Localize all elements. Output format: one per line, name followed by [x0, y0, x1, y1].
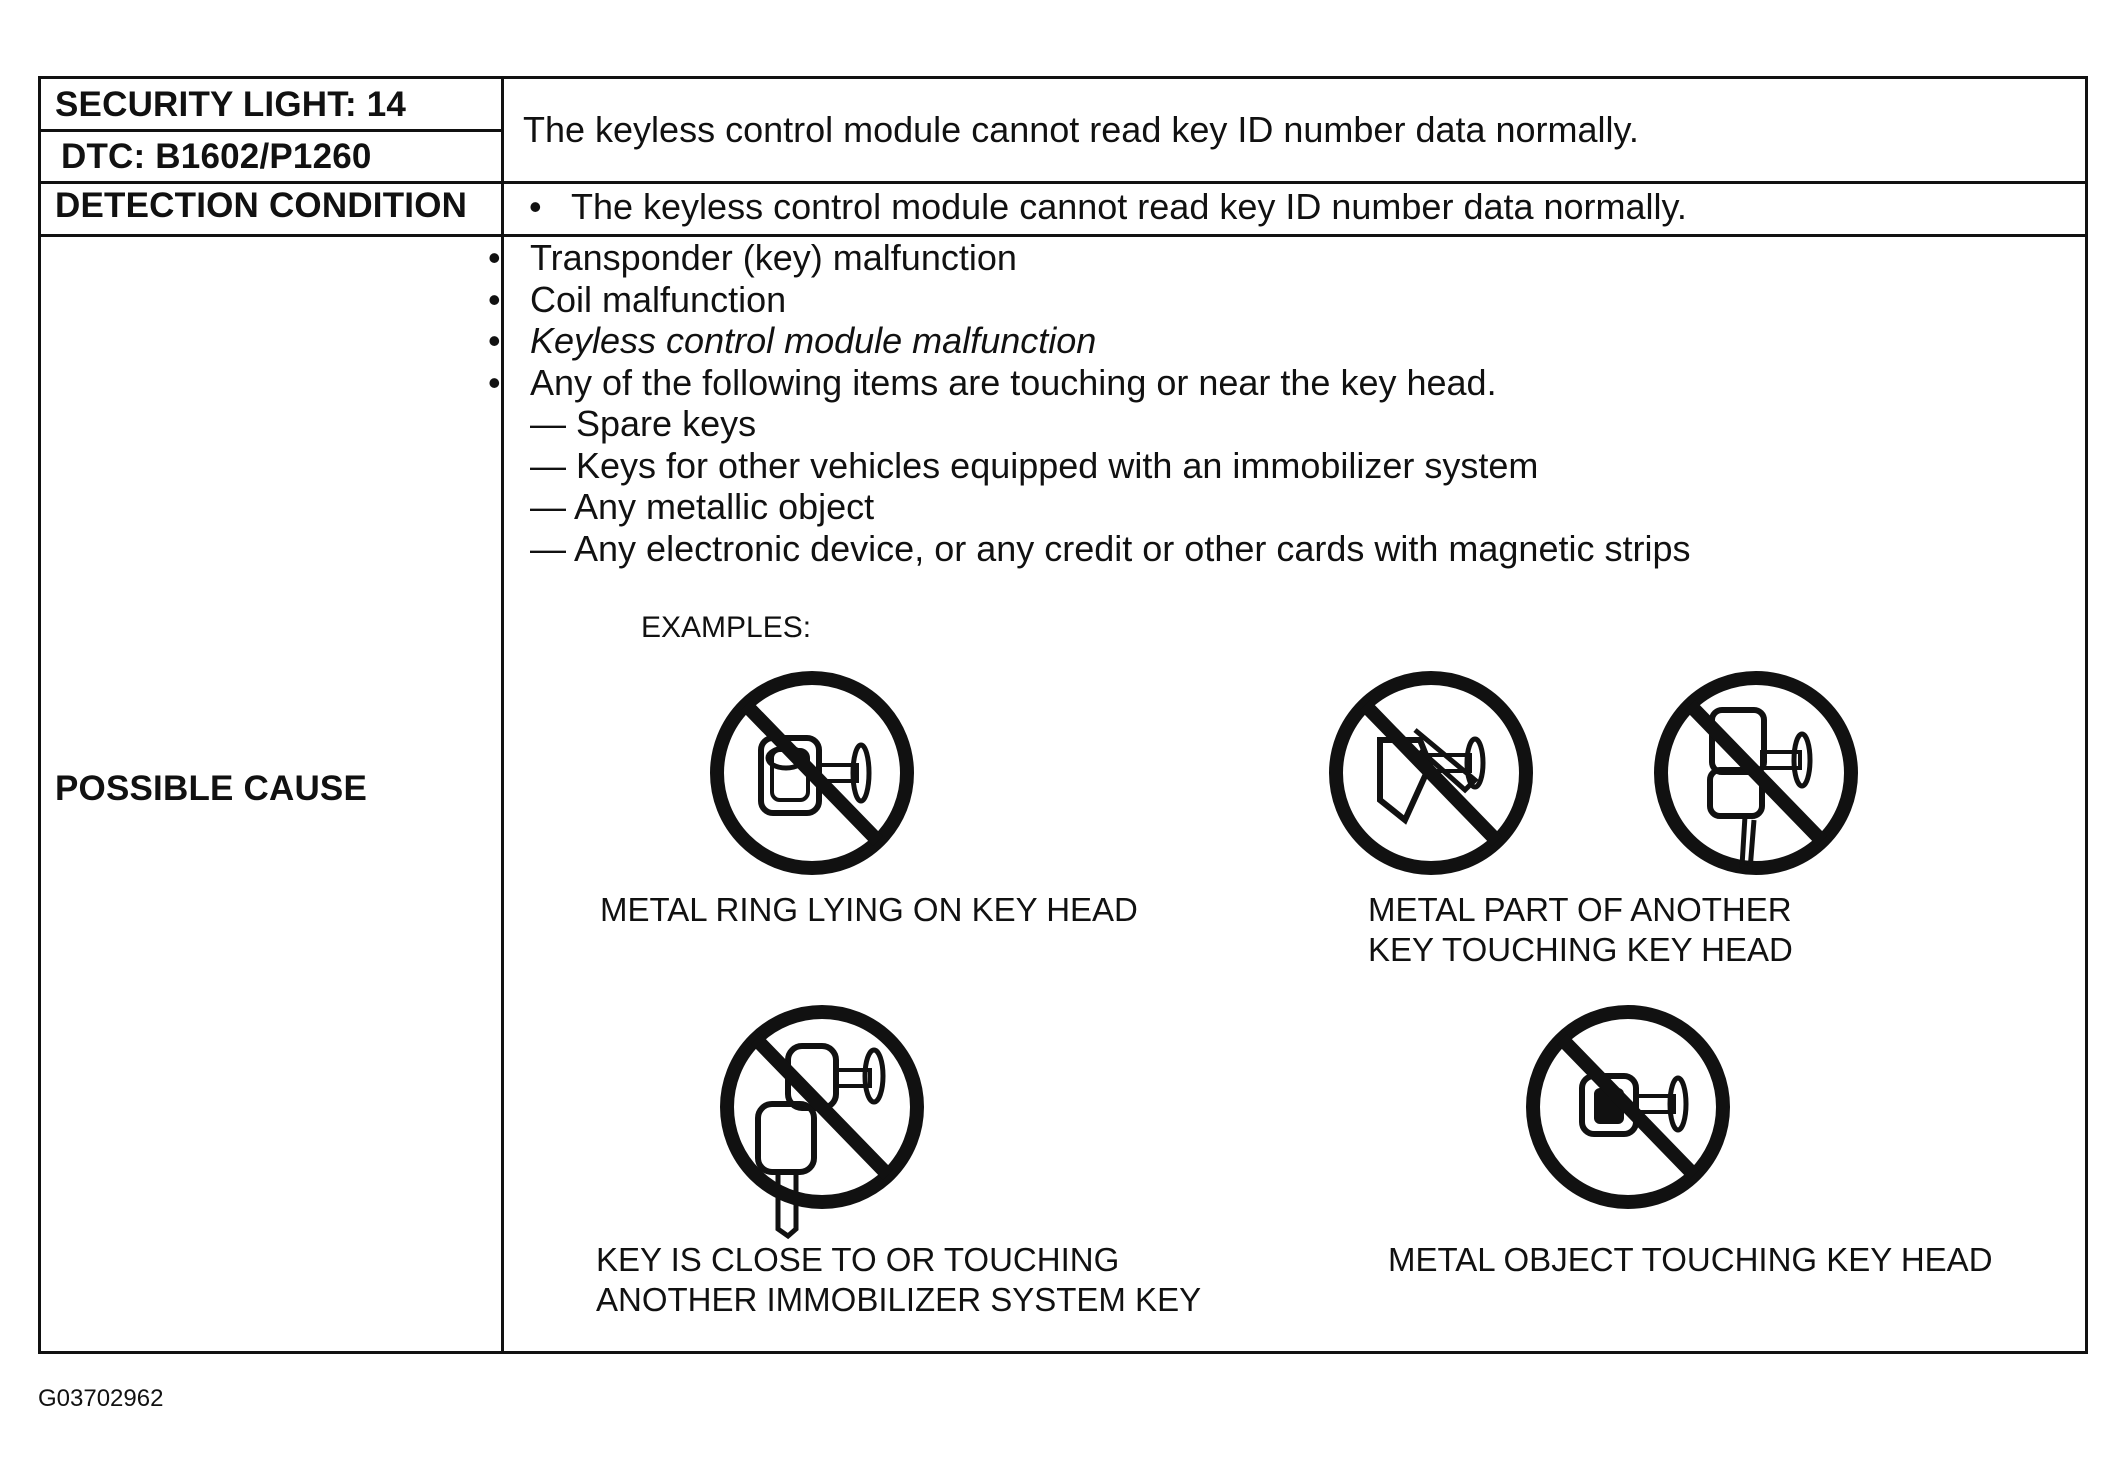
- example-caption-key-touch: METAL PART OF ANOTHER KEY TOUCHING KEY HEAD: [1368, 891, 1793, 968]
- sub-item: — Any metallic object: [530, 486, 875, 527]
- sub-item: — Spare keys: [530, 403, 757, 444]
- dtc-label: DTC: B1602/P1260: [61, 137, 372, 176]
- list-item: • Keyless control module malfunction: [488, 320, 1097, 361]
- security-light-label: SECURITY LIGHT: 14: [55, 85, 407, 124]
- detection-condition-text: • The keyless control module cannot read key ID number data normally.: [529, 186, 1687, 227]
- row-divider: [41, 181, 2085, 184]
- example-caption-metal-ring: METAL RING LYING ON KEY HEAD: [600, 891, 1138, 928]
- list-item: • Coil malfunction: [488, 278, 787, 320]
- figure-id: G03702962: [38, 1385, 164, 1412]
- examples-label: EXAMPLES:: [641, 611, 812, 644]
- list-item: • Transponder (key) malfunction: [488, 237, 1017, 278]
- detection-condition-value: The keyless control module cannot read key ID number data normally.: [571, 186, 1687, 227]
- prohibited-key-ring-icon: [706, 670, 918, 876]
- example-caption-immobilizer-key: KEY IS CLOSE TO OR TOUCHING ANOTHER IMMOBILIZER SYSTEM KEY: [596, 1241, 1202, 1318]
- prohibited-key-touch-icon: [1325, 670, 1537, 876]
- possible-cause-label: POSSIBLE CAUSE: [55, 769, 368, 808]
- row-divider: [41, 129, 501, 132]
- possible-cause-list: [488, 237, 1691, 569]
- header-description: The keyless control module cannot read key ID number data normally.: [523, 109, 1639, 150]
- prohibited-immobilizer-key-icon: [716, 1004, 928, 1240]
- sub-item: — Any electronic device, or any credit or other cards with magnetic strips: [530, 527, 1691, 569]
- example-caption-metal-object: METAL OBJECT TOUCHING KEY HEAD: [1388, 1241, 1993, 1278]
- prohibited-metal-object-icon: [1522, 1004, 1734, 1210]
- detection-condition-label: DETECTION CONDITION: [55, 186, 468, 225]
- list-item: • Any of the following items are touching or near the key head.: [488, 361, 1497, 403]
- prohibited-key-touch-icon-second: [1650, 670, 1862, 876]
- sub-item: — Keys for other vehicles equipped with an immobilizer system: [530, 444, 1539, 486]
